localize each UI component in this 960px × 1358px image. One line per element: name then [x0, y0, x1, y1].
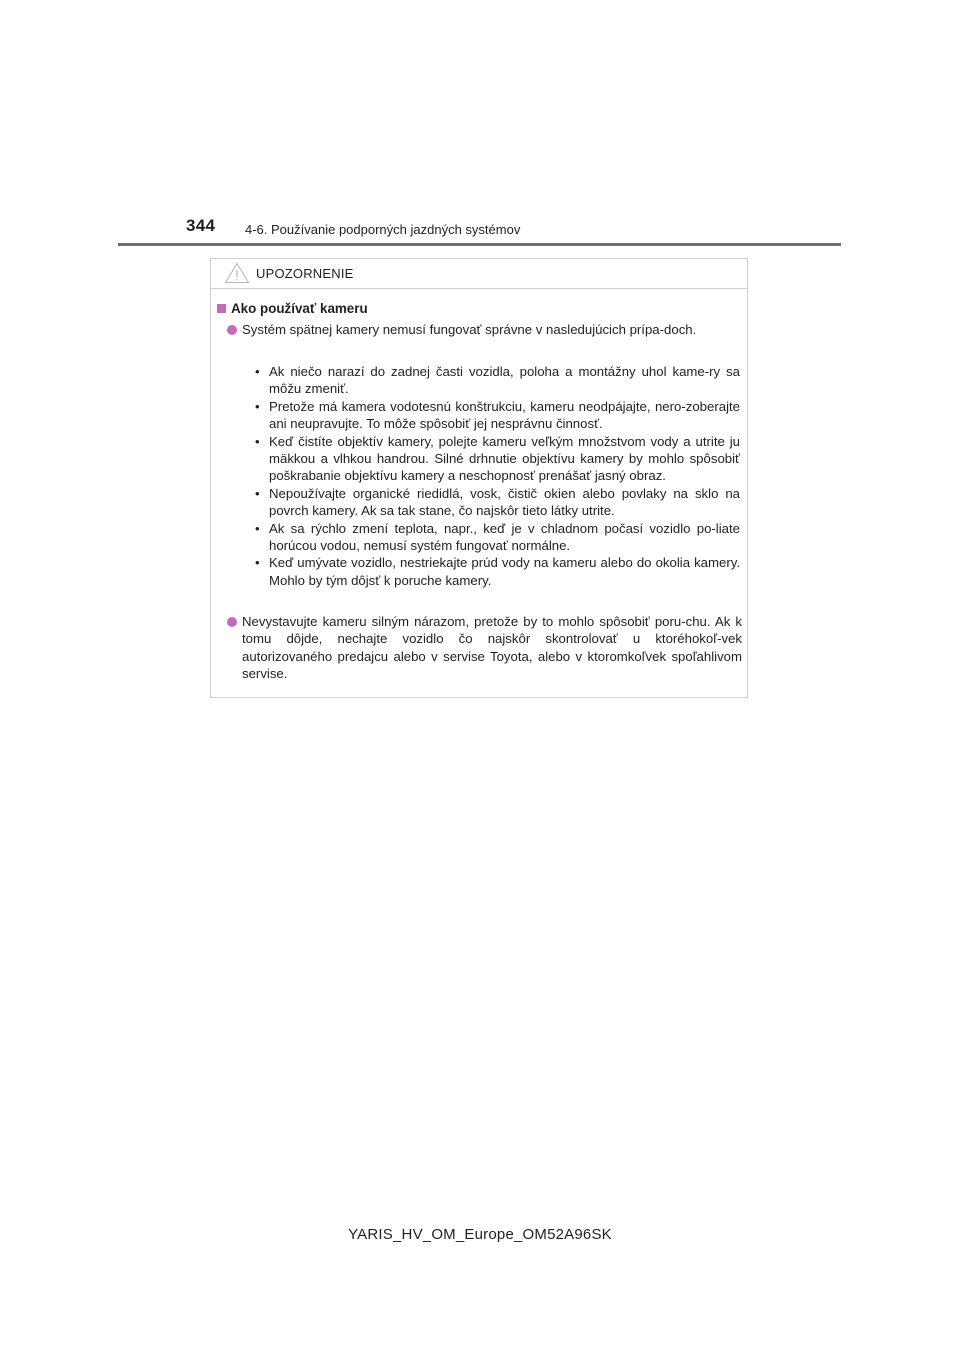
list-item: • Keď umývate vozidlo, nestriekajte prúd vody na kameru alebo do okolia kamery. Mohlo by tým dôjsť k poruche kamery.: [255, 555, 740, 588]
list-item: • Ak sa rýchlo zmení teplota, napr., keď je v chladnom počasí vozidlo po-liate horúcou vodou, nemusí systém fungovať normálne.: [255, 520, 740, 554]
warning-title: UPOZORNENIE: [256, 266, 354, 281]
heading-text: Ako používať kameru: [231, 301, 368, 316]
circle-bullet-icon: [227, 617, 237, 627]
document-code: YARIS_HV_OM_Europe_OM52A96SK: [348, 1226, 612, 1243]
list-item-text: Keď čistíte objektív kamery, polejte kameru veľkým množstvom vody a utrite ju mäkkou a vlhkou handrou. Silné drhnutie objektívu kamery by mohlo spôsobiť poškrabanie objektívu kamery a neschopnosť prenášať jasný obraz.: [269, 433, 740, 484]
list-item: • Ak niečo narazí do zadnej časti vozidla, poloha a montážny uhol kame-ry sa môžu zmeniť.: [255, 364, 740, 397]
section-heading: [217, 300, 737, 317]
list-item: • Pretože má kamera vodotesnú konštrukciu, kameru neodpájajte, nero-zoberajte ani neupravujte. To môže spôsobiť jej nesprávnu činnosť.: [255, 398, 740, 432]
list-item: • Nepoužívajte organické riedidlá, vosk, čistič okien alebo povlaky na sklo na povrch kamery. Ak sa tak stane, čo najskôr tieto látky utrite.: [255, 485, 740, 519]
list-item-text: Nepoužívajte organické riedidlá, vosk, čistič okien alebo povlaky na sklo na povrch kamery. Ak sa tak stane, čo najskôr tieto látky utrite.: [269, 485, 740, 519]
list-item-text: Ak sa rýchlo zmení teplota, napr., keď je v chladnom počasí vozidlo po-liate horúcou vodou, nemusí systém fungovať normálne.: [269, 520, 740, 554]
paragraph-2: Nevystavujte kameru silným nárazom, pretože by to mohlo spôsobiť poru-chu. Ak k tomu dôjde, nechajte vozidlo čo najskôr skontrolovať u ktoréhokoľ-vek autorizovaného predajcu alebo v servise Toyota, alebo v ktoromkoľvek spoľahlivom servise.: [242, 614, 742, 682]
list-item: • Keď čistíte objektív kamery, polejte kameru veľkým množstvom vody a utrite ju mäkkou a vlhkou handrou. Silné drhnutie objektívu kamery by mohlo spôsobiť poškrabanie objektívu kamery a neschopnosť prenášať jasný obraz.: [255, 433, 740, 484]
square-bullet-icon: [217, 304, 226, 313]
warning-box: [210, 258, 748, 698]
header-divider: [118, 243, 841, 246]
list-item-text: Ak niečo narazí do zadnej časti vozidla, poloha a montážny uhol kame-ry sa môžu zmeniť.: [269, 364, 740, 397]
warning-triangle-icon: [224, 262, 250, 284]
list-item-text: Keď umývate vozidlo, nestriekajte prúd vody na kameru alebo do okolia kamery. Mohlo by tým dôjsť k poruche kamery.: [269, 555, 740, 588]
warning-header: [211, 259, 747, 289]
page-number: 344: [186, 216, 216, 235]
circle-bullet-icon: [227, 325, 237, 335]
section-title: 4-6. Používanie podporných jazdných systémov: [245, 222, 521, 237]
condition-list: [255, 363, 740, 589]
list-item-text: Pretože má kamera vodotesnú konštrukciu, kameru neodpájajte, nero-zoberajte ani neupravujte. To môže spôsobiť jej nesprávnu činnosť.: [269, 398, 740, 432]
paragraph-1: Systém spätnej kamery nemusí fungovať správne v nasledujúcich prípa-doch.: [242, 322, 697, 337]
